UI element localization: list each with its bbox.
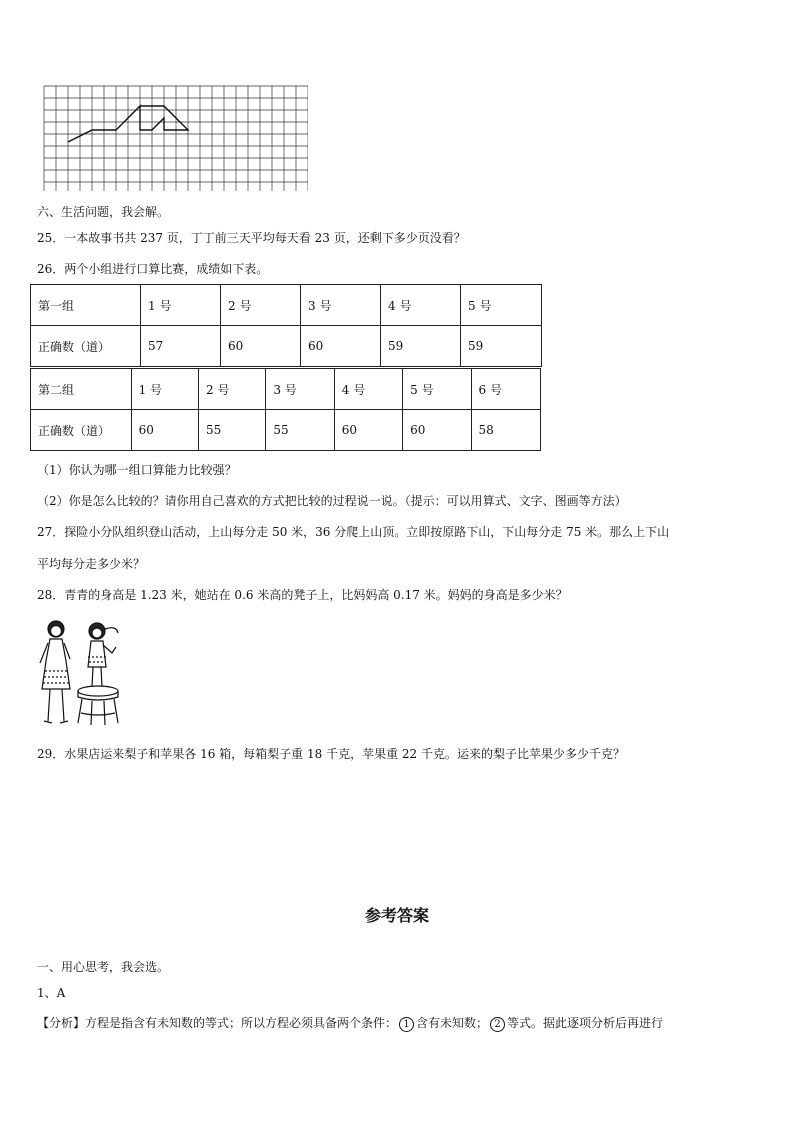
analysis-prefix: 【分析】方程是指含有未知数的等式；所以方程必须具备两个条件：: [37, 1016, 398, 1030]
question-28: 28．青青的身高是 1.23 米，她站在 0.6 米高的凳子上，比妈妈高 0.17 米。妈妈的身高是多少米？: [37, 588, 568, 602]
analysis-text: [37, 1014, 663, 1032]
table-cell: 5 号: [461, 285, 542, 326]
table-cell: 2 号: [221, 285, 301, 326]
table-cell: 60: [131, 410, 198, 451]
question-26: 26．两个小组进行口算比赛，成绩如下表。: [37, 262, 269, 276]
question-29: 29．水果店运来梨子和苹果各 16 箱，每箱梨子重 18 千克，苹果重 22 千克。运来的梨子比苹果少多少千克？: [37, 747, 625, 761]
table-cell: 55: [266, 410, 334, 451]
circled-number-2: 2: [490, 1017, 505, 1032]
table-cell: 4 号: [381, 285, 461, 326]
table-cell: 58: [471, 410, 540, 451]
table-cell: 60: [403, 410, 471, 451]
table-cell: 正确数（道）: [31, 326, 141, 367]
question-27-line2: 平均每分走多少米？: [37, 557, 146, 571]
table-row: [31, 285, 542, 326]
girl-on-stool-illustration: [36, 617, 128, 729]
table-cell: 2 号: [198, 369, 265, 410]
table-cell: 57: [141, 326, 221, 367]
table-row: [31, 410, 541, 451]
table-row: [31, 326, 542, 367]
table-cell: 正确数（道）: [31, 410, 132, 451]
table-cell: 第二组: [31, 369, 132, 410]
analysis-suffix: 等式。据此逐项分析后再进行: [507, 1016, 664, 1030]
table-cell: 55: [198, 410, 265, 451]
table-cell: 60: [301, 326, 381, 367]
grid-figure: [40, 85, 308, 191]
answer-section1-heading: 一、用心思考，我会选。: [37, 960, 170, 974]
table-cell: 第一组: [31, 285, 141, 326]
score-table-group1: [30, 284, 542, 367]
analysis-mid: 含有未知数；: [416, 1016, 489, 1030]
table-cell: 59: [381, 326, 461, 367]
table-row: [31, 369, 541, 410]
score-table-group2: [30, 368, 541, 451]
table-cell: 5 号: [403, 369, 471, 410]
answer-1: 1、A: [37, 986, 66, 1000]
table-cell: 3 号: [301, 285, 381, 326]
table-cell: 3 号: [266, 369, 334, 410]
question-25: 25．一本故事书共 237 页，丁丁前三天平均每天看 23 页，还剩下多少页没看？: [37, 231, 466, 245]
table-cell: 60: [334, 410, 402, 451]
table-cell: 59: [461, 326, 542, 367]
answer-title: 参考答案: [364, 906, 429, 925]
table-cell: 1 号: [131, 369, 198, 410]
question-26-part2: （2）你是怎么比较的？请你用自己喜欢的方式把比较的过程说一说。（提示：可以用算式、文字、图画等方法）: [37, 494, 627, 508]
section6-heading: 六、生活问题，我会解。: [37, 205, 170, 219]
table-cell: 1 号: [141, 285, 221, 326]
question-26-part1: （1）你认为哪一组口算能力比较强？: [37, 463, 237, 477]
table-cell: 6 号: [471, 369, 540, 410]
table-cell: 4 号: [334, 369, 402, 410]
circled-number-1: 1: [399, 1017, 414, 1032]
table-cell: 60: [221, 326, 301, 367]
question-27-line1: 27．探险小分队组织登山活动，上山每分走 50 米，36 分爬上山顶。立即按原路下山，下山每分走 75 米。那么上下山: [37, 525, 670, 539]
